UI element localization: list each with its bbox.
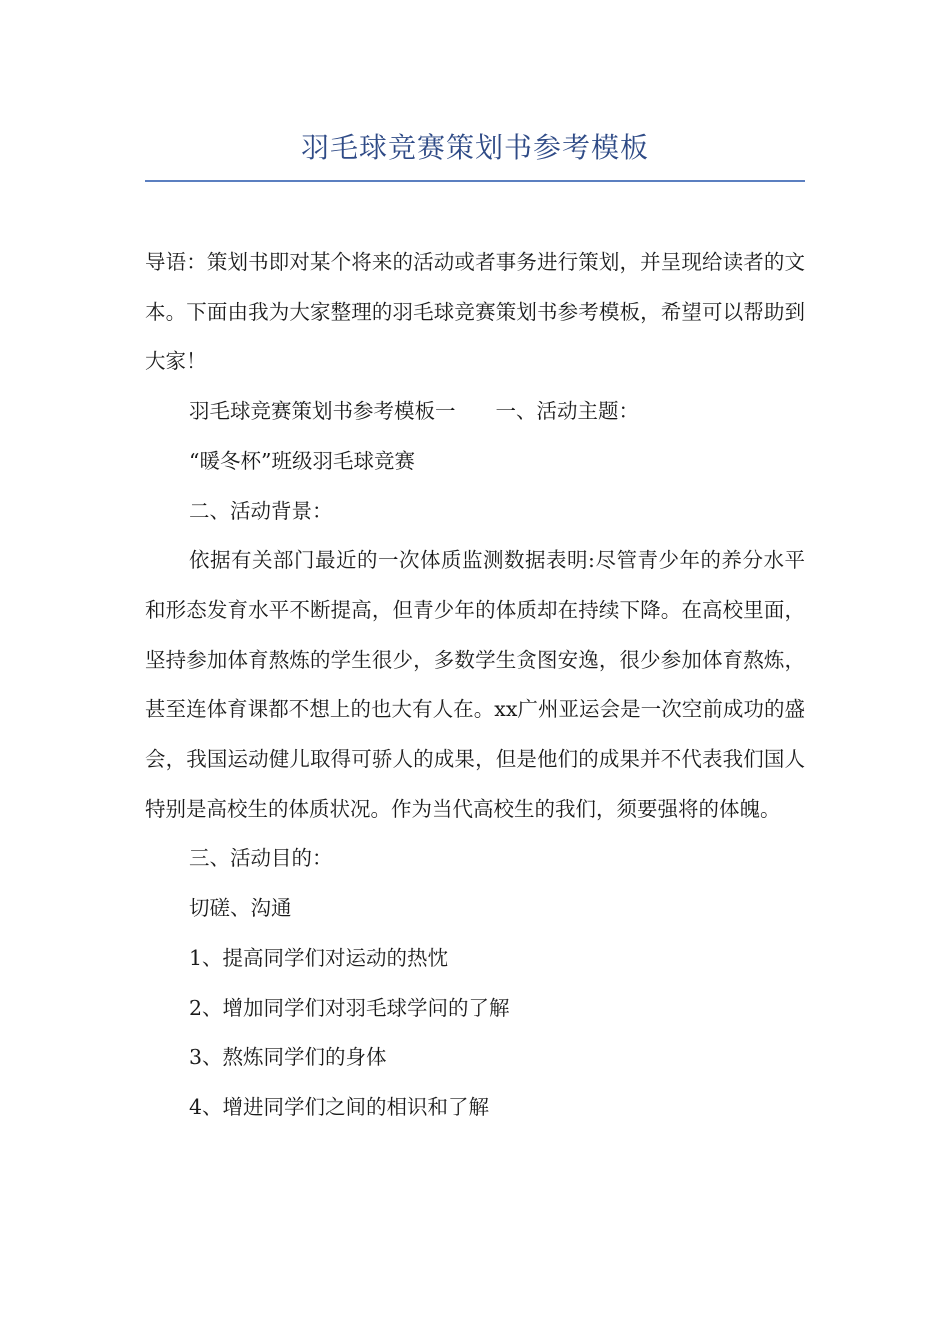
purpose-item: 4、增进同学们之间的相识和了解 bbox=[189, 1094, 490, 1119]
purpose-intro: 切磋、沟通 bbox=[189, 896, 292, 921]
purpose-item: 2、增加同学们对羽毛球学问的了解 bbox=[189, 995, 510, 1020]
title-underline bbox=[145, 180, 805, 182]
purpose-item: 1、提高同学们对运动的热忱 bbox=[189, 945, 449, 970]
template-heading: 羽毛球竞赛策划书参考模板一 bbox=[189, 399, 456, 424]
background-paragraph: 依据有关部门最近的一次体质监测数据表明:尽管青少年的养分水平和形态发育水平不断提高，但青少年的体质却在持续下降。在高校里面，坚持参加体育熬炼的学生很少，多数学生贪图安逸，很少参加体育熬炼，甚至连体育课都不想上的也大有人在。xx广州亚运会是一次空前成功的盛会，我国运动健儿取得可骄人的成果，但是他们的成果并不代表我们国人特别是高校生的体质状况。作为当代高校生的我们，须要强将的体魄。 bbox=[145, 548, 805, 821]
section1-heading: 一、活动主题： bbox=[495, 399, 639, 424]
section2-heading: 二、活动背景： bbox=[189, 498, 333, 523]
theme-line: “暖冬杯”班级羽毛球竞赛 bbox=[189, 448, 415, 473]
purpose-item: 3、熬炼同学们的身体 bbox=[189, 1045, 387, 1070]
document-title: 羽毛球竞赛策划书参考模板 bbox=[300, 131, 649, 164]
section3-heading: 三、活动目的： bbox=[189, 846, 333, 871]
template-heading-line bbox=[145, 387, 805, 437]
intro-paragraph: 导语：策划书即对某个将来的活动或者事务进行策划，并呈现给读者的文本。下面由我为大家整理的羽毛球竞赛策划书参考模板，希望可以帮助到大家！ bbox=[145, 250, 805, 374]
document-body bbox=[145, 238, 805, 1133]
